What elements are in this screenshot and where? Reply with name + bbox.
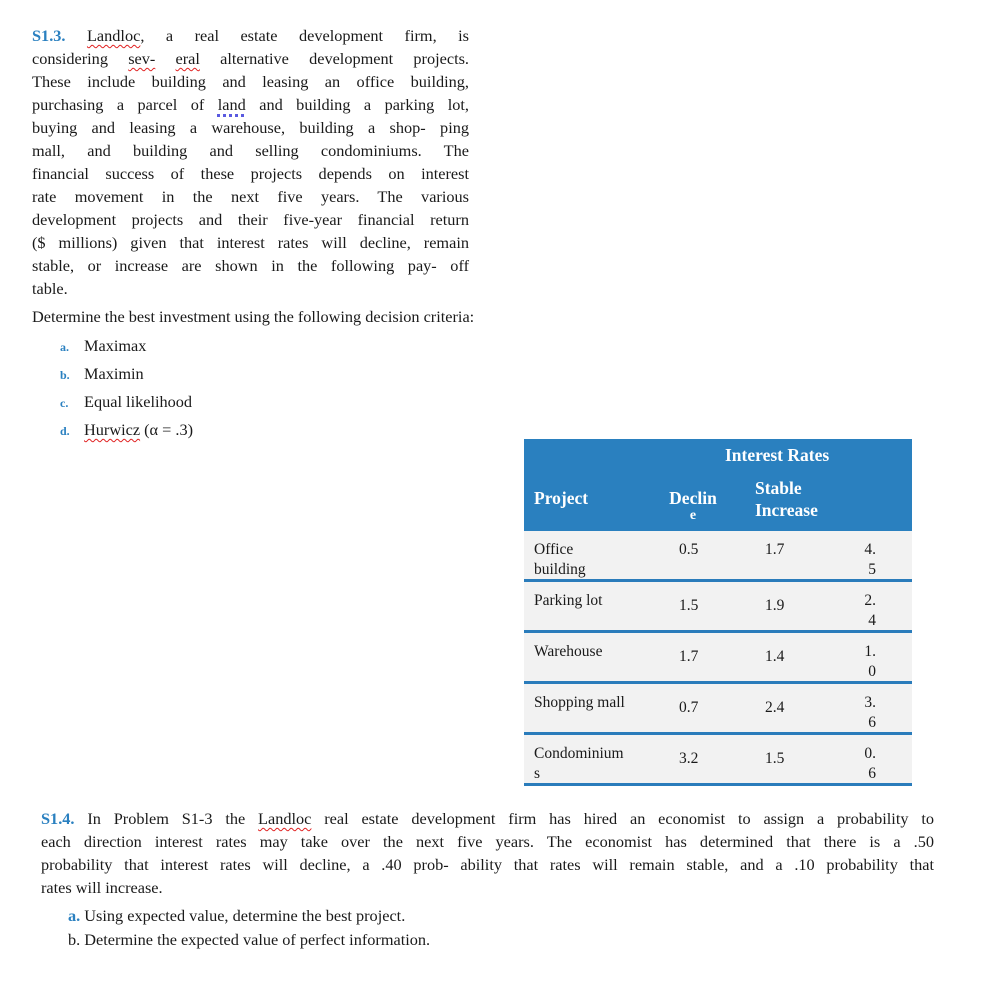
header-interest-rates: Interest Rates [725,445,830,465]
cell-stable: 1.9 [765,597,785,614]
text-line: financial success of these projects depends on interest [32,164,469,183]
table-row [524,531,912,582]
cell-increase: 2. 4 [864,592,876,629]
cell-stable: 1.7 [765,541,785,558]
spellcheck-word: sev- [128,49,156,68]
question-b: b. Determine the expected value of perfect information. [68,930,431,949]
cell-increase: 0. 6 [864,745,876,782]
text-line: S1.3. Landloc, a real estate development firm, is [32,26,469,45]
cell-increase: 4. 5 [864,541,876,578]
spellcheck-word: Landloc [258,809,312,828]
text-line: ($ millions) given that interest rates will decline, remain [32,233,469,252]
problem-s1-4-text [41,807,934,899]
payoff-table [524,439,912,786]
cell-project: Parking lot [534,592,603,609]
cell-decline: 1.7 [679,648,699,665]
header-project: Project [534,488,589,508]
problem-number: S1.3. [32,26,66,45]
text-line: buying and leasing a warehouse, building a shop- ping [32,118,469,137]
table-header [524,439,912,531]
instruction-text: Determine the best investment using the following decision criteria: [32,307,475,326]
question-a: a. Using expected value, determine the best project. [68,906,406,925]
text-line: stable, or increase are shown in the following pay- off [32,256,469,275]
table-row [524,684,912,735]
cell-increase: 1. 0 [864,643,876,680]
grammar-word: land [217,95,246,114]
cell-decline: 3.2 [679,750,699,767]
criteria-item-equal-likelihood: c. Equal likelihood [60,392,193,411]
text-line: mall, and building and selling condominiums. The [32,141,469,160]
text-line: These include building and leasing an office building, [32,72,469,91]
spellcheck-word: Hurwicz [84,420,141,439]
cell-project: Warehouse [534,643,603,660]
cell-decline: 0.5 [679,541,699,558]
text-line: rates will increase. [41,878,163,897]
text-line: rate movement in the next five years. The various [32,187,469,206]
header-increase: Increase [755,500,818,520]
criteria-item-maximax: a. Maximax [60,336,147,355]
cell-decline: 1.5 [679,597,699,614]
spellcheck-word: eral [175,49,200,68]
table-row [524,582,912,633]
criteria-item-hurwicz: d. Hurwicz (α = .3) [60,420,194,439]
text-line: development projects and their five-year financial return [32,210,469,229]
text-line: purchasing a parcel of land and building a parking lot, [32,95,469,114]
cell-project: Office building [534,541,586,578]
cell-increase: 3. 6 [864,694,876,731]
text-line: each direction interest rates may take over the next five years. The economist has determined that there is a .50 [41,832,934,851]
spellcheck-word: Landloc [86,26,141,45]
cell-decline: 0.7 [679,699,699,716]
table-row [524,633,912,684]
cell-project: Condominium s [534,745,624,782]
criteria-item-maximin: b. Maximin [60,364,144,383]
text-line: S1.4. In Problem S1-3 the Landloc real estate development firm has hired an economist to assign a probability to [41,809,934,828]
cell-stable: 2.4 [765,699,785,716]
problem-number: S1.4. [41,809,75,828]
problem-s1-3-text [32,24,469,300]
text-line: probability that interest rates will decline, a .40 prob- ability that rates will remain stable, and a .10 probability that [41,855,934,874]
header-decline: Declin e [669,488,717,523]
table-row [524,735,912,786]
text-line: considering sev- eral alternative development projects. [32,49,469,68]
header-stable: Stable [755,478,802,498]
text-line: table. [32,279,68,298]
cell-stable: 1.4 [765,648,785,665]
cell-stable: 1.5 [765,750,785,767]
cell-project: Shopping mall [534,694,625,711]
